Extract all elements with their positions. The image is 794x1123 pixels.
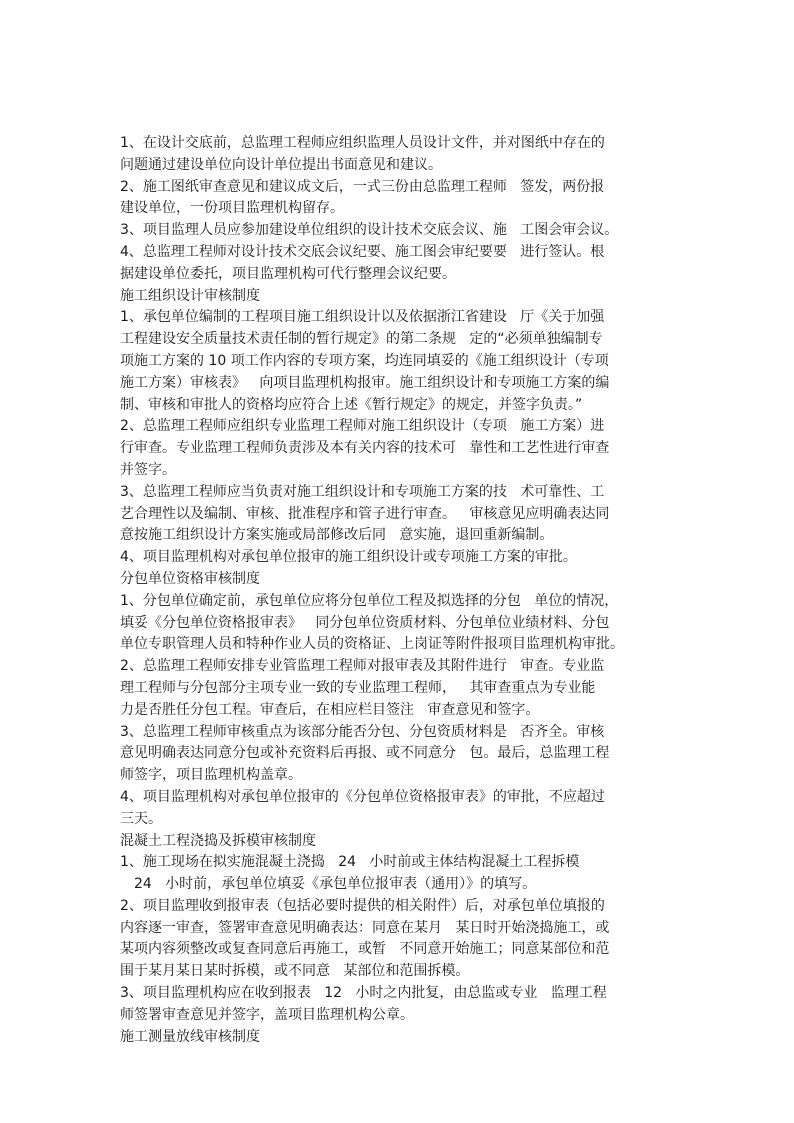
text-line: 分包单位资格审核制度 [120, 570, 260, 587]
text-line: 行审查。专业监理工程师负责涉及本有关内容的技术可 靠性和工艺性进行审查 [120, 440, 610, 457]
text-line: 单位专职管理人员和特种作业人员的资格证、上岗证等附件报项目监理机构审批。 [120, 636, 624, 653]
text-line: 意见明确表达同意分包或补充资料后再报、或不同意分 包。最后，总监理工程 [120, 745, 610, 762]
text-line: 项施工方案的 10 项工作内容的专项方案，均连同填妥的《施工组织设计（专项 [120, 352, 609, 369]
text-line: 4、项目监理机构对承包单位报审的施工组织设计或专项施工方案的审批。 [120, 549, 577, 566]
document-body [120, 133, 680, 1048]
text-line: 1、分包单位确定前，承包单位应将分包单位工程及拟选择的分包 单位的情况， [120, 592, 619, 609]
text-line: 4、总监理工程师对设计技术交底会议纪要、施工图会审纪要要 进行签认。根 [120, 243, 605, 260]
text-line: 混凝土工程浇捣及拆模审核制度 [120, 832, 316, 849]
text-line: 3、总监理工程师应当负责对施工组织设计和专项施工方案的技 术可靠性、工 [120, 483, 605, 500]
text-line: 填妥《分包单位资格报审表》 同分包单位资质材料、分包单位业绩材料、分包 [120, 614, 610, 631]
text-line: 施工测量放线审核制度 [120, 1028, 260, 1045]
text-line: 4、项目监理机构对承包单位报审的《分包单位资格报审表》的审批，不应超过 [120, 788, 605, 805]
text-line: 2、施工图纸审查意见和建议成文后，一式三份由总监理工程师 签发，两份报 [120, 178, 605, 195]
text-line: 内容逐一审查，签署审查意见明确表达：同意在某月 某日时开始浇捣施工，或 [120, 919, 610, 936]
text-line: 24 小时前，承包单位填妥《承包单位报审表（通用）》的填写。 [134, 876, 537, 893]
text-line: 建设单位，一份项目监理机构留存。 [120, 200, 344, 217]
text-line: 施工组织设计审核制度 [120, 287, 260, 304]
text-line: 三天。 [120, 810, 162, 827]
text-line: 制、审核和审批人的资格均应符合上述《暂行规定》的规定，并签字负责。” [120, 396, 583, 413]
text-line: 问题通过建设单位向设计单位提出书面意见和建议。 [120, 156, 442, 173]
text-line: 2、项目监理收到报审表（包括必要时提供的相关附件）后，对承包单位填报的 [120, 897, 605, 914]
text-line: 工程建设安全质量技术责任制的暂行规定》的第二条规 定的“必须单独编制专 [120, 331, 603, 348]
text-line: 并签字。 [120, 461, 176, 478]
text-line: 力是否胜任分包工程。审查后，在相应栏目签注 审查意见和签字。 [120, 701, 540, 718]
text-line: 2、总监理工程师安排专业管监理工程师对报审表及其附件进行 审查。专业监 [120, 658, 605, 675]
text-line: 意按施工组织设计方案实施或局部修改后同 意实施，退回重新编制。 [120, 527, 554, 544]
text-line: 师签署审查意见并签字，盖项目监理机构公章。 [120, 1006, 414, 1023]
text-line: 师签字，项目监理机构盖章。 [120, 767, 302, 784]
text-line: 1、承包单位编制的工程项目施工组织设计以及依据浙江省建设 厅《关于加强 [120, 309, 605, 326]
text-line: 2、总监理工程师应组织专业监理工程师对施工组织设计（专项 施工方案）进 [120, 418, 605, 435]
text-line: 3、总监理工程师审核重点为该部分能否分包、分包资质材料是 否齐全。审核 [120, 723, 605, 740]
text-line: 1、在设计交底前，总监理工程师应组织监理人员设计文件，并对图纸中存在的 [120, 135, 605, 151]
text-line: 3、项目监理机构应在收到报表 12 小时之内批复，由总监或专业 监理工程 [120, 985, 607, 1002]
text-line: 3、项目监理人员应参加建设单位组织的设计技术交底会议、施 工图会审会议。 [120, 222, 619, 239]
text-line: 某项内容须整改或复查同意后再施工，或暂 不同意开始施工；同意某部位和范 [120, 941, 610, 958]
text-line: 据建设单位委托，项目监理机构可代行整理会议纪要。 [120, 265, 456, 282]
text-line: 艺合理性以及编制、审核、批准程序和管子进行审查。 审核意见应明确表达同 [120, 505, 610, 522]
text-line: 1、施工现场在拟实施混凝土浇捣 24 小时前或主体结构混凝土工程拆模 [120, 854, 580, 871]
text-line: 理工程师与分包部分主项专业一致的专业监理工程师， 其审查重点为专业能 [120, 679, 596, 696]
text-line: 施工方案）审核表》 向项目监理机构报审。施工组织设计和专项施工方案的编 [120, 374, 610, 391]
text-line: 围于某月某日某时拆模，或不同意 某部位和范围拆模。 [120, 963, 470, 980]
